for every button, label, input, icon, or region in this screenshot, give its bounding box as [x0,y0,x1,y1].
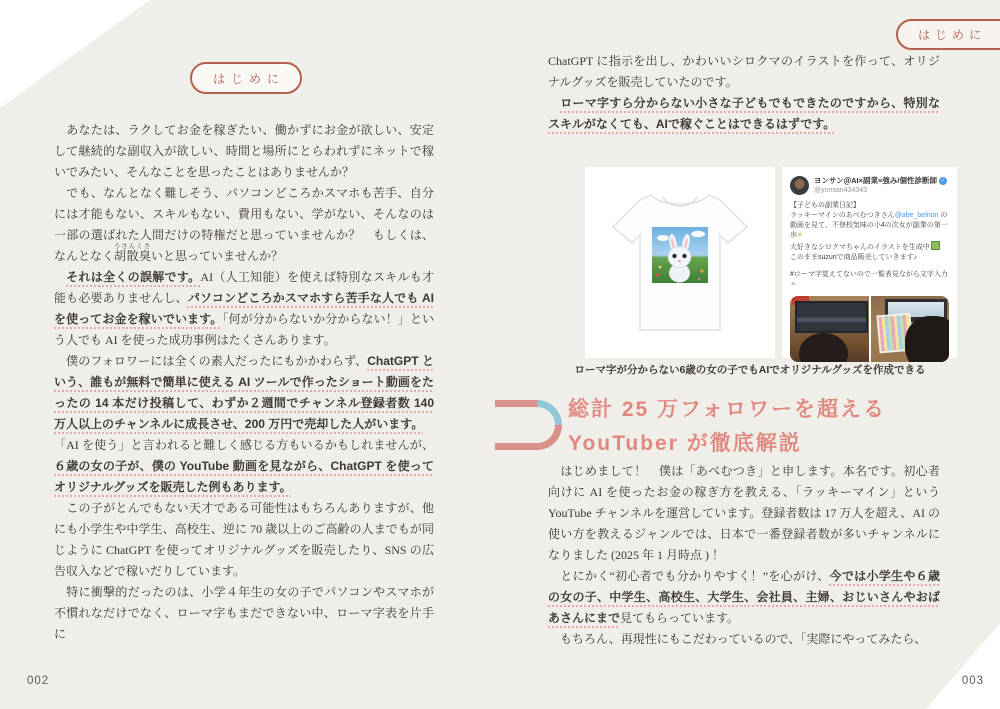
tweet-screenshot [782,167,957,358]
page-number: 002 [27,675,50,687]
text-run: とにかく“初心者でも分かりやすく！”を心がけ、 [548,569,830,583]
right-body-text-top [548,51,940,135]
tweet-photos [790,296,949,362]
corner-cut-bottom-right [926,623,1000,709]
emphasis-run: ChatGPT という、誰もが無料で簡単に使える AI ツールで作ったショート動画をたったの 14 本だけ投稿して、わずか２週間でチャンネル登録者数 140 万人以上のチャンネルに成長させ、200 万円で売却した人がいます。 [54,354,434,431]
paragraph [54,498,434,582]
ruby-annotation [113,243,152,263]
tweet-text: の動画を見て、不登校気味の小4の次女が副業の第一歩 [790,212,948,239]
emphasis-run: 今では小学生や６歳の女の子、中学生、高校生、大学生、会社員、主婦、おじいさんやおばあさんにまで [548,569,940,625]
text-run: 見てもらっています。 [620,611,740,625]
text-run: ChatGPT に指示を出し、かわいいシロクマのイラストを作って、オリジナルグッズを販売していたのです。 [548,54,940,89]
tweet-text: ラッキーマインのあべむつきさん [790,212,895,219]
paragraph [54,435,434,498]
text-run: 「何が分からないか分からない！」という人でも AI を使った成功事例はたくさんあります。 [54,312,434,347]
text-run: AI（人工知能）を使えば特別なスキルも才能も必要ありませんし、 [54,270,434,305]
ruby-base: 胡散臭 [113,249,152,263]
right-body-text-bottom [548,461,940,650]
tshirt-illustration [585,167,775,358]
child-head [799,333,848,362]
ruby-text: うさんくさ [113,243,152,250]
text-run: もちろん、再現性にもこだわっているので、「実際にやってみたら、 [548,632,927,646]
text-run: はじめまして！ 僕は「あべむつき」と申します。本名です。初心者向けに AI を使ったお金の稼ぎ方を教える、「ラッキーマイン」という YouTube チャンネルを運営しています。登録者数は 17 万人を超え、AI の使い方を教えるジャンルでは、日本で一番登録者数が多いチャンネルになりました (2025 年 1 月時点 ) ！ [548,464,940,562]
text-run: この子がとんでもない天才である可能性はもちろんありますが、他にも小学生や中学生、高校生、逆に 70 歳以上のご高齢の人までもが同じように ChatGPT を使ってオリジナルグッズを販売したり、SNS の広告収入などで稼いだりしています。 [54,501,434,578]
frame-emoji [931,241,940,250]
text-run: でも、なんとなく難しそう、パソコンどころかスマホも苦手、自分には才能もない、スキルもない、費用もない、学がない、そんなのは一部の選ばれた人間だけの特権だと思っていませんか？ もしくは、なんとなく [54,186,434,263]
text-run: あなたは、ラクしてお金を稼ぎたい、働かずにお金が欲しい、安定して継続的な副収入が欲しい、時間と場所にとらわれずにネットで稼いでみたい、そんなことを思ったことはありませんか？ [54,123,434,179]
tweet-line [790,241,949,253]
corner-cut-top-left [0,0,150,108]
paragraph [54,183,434,267]
tweet-line [790,211,949,241]
laugh-emoji: ≡ [791,281,796,288]
chapter-badge [190,62,302,94]
tweet-name-text: ヨンサン＠AI×副業×強み/個性診断師 [814,176,937,185]
tweet-photo-left [790,296,869,362]
chapter-badge-label: はじめに [212,71,285,86]
sparkles-emoji: ✦ [797,232,803,239]
section-heading-line2: YouTuber が徹底解説 [568,432,802,455]
chapter-tab-label: はじめに [917,28,986,42]
paragraph [548,566,940,629]
verified-icon: ✓ [940,178,946,184]
paragraph [548,51,940,93]
tweet-body [790,201,949,290]
emphasis-run: それは全くの誤解です。 [66,270,201,284]
tweet-hashtag-line [790,270,949,290]
text-run: いと思っていませんか？ [151,249,284,263]
chapter-tab [896,19,1000,50]
text-run: 特に衝撃的だったのは、小学４年生の女の子でパソコンやスマホが不慣れなだけでなく、ローマ字もまだできない中、ローマ字表を片手に [54,585,434,641]
paragraph [54,267,434,351]
emphasis-run: パソコンどころかスマホすら苦手な人でも AI を使ってお金を稼いでいます。 [54,291,434,326]
hashtag-text: #ローマ字覚えてないので一覧表見ながら文字入力 [790,271,948,278]
tshirt-photo [585,167,775,358]
paragraph [54,582,434,645]
tweet-line: このままsuzuriで商品販売していきます♪ [790,254,918,261]
paragraph [54,351,434,435]
text-run: 「AI を使う」と言われると難しく感じる方もいるかもしれませんが、 [54,438,434,452]
child-head [905,316,949,362]
text-run: 僕のフォロワーには全くの素人だったにもかかわらず、 [54,354,368,368]
emphasis-run: ６歳の女の子が、僕の YouTube 動画を見ながら、ChatGPT を使ってオリジナルグッズを販売した例もあります。 [54,459,434,494]
avatar [790,176,809,195]
paragraph [548,461,940,566]
section-heading-line1: 総計 25 万フォロワーを超える [568,398,886,421]
section-heading [568,393,886,461]
figure [585,167,957,358]
tweet-identity [814,176,947,195]
paragraph [548,629,940,650]
text-run [548,96,560,110]
tweet-text: 大好きなシロクマちゃんのイラストを生成中 [790,244,930,251]
emphasis-run: ローマ字すら分からない小さな子どもでもできたのですから、特別なスキルがなくても、AIで稼ぐことはできるはずです。 [548,96,940,131]
tweet-line: 【子どもの副業日記】 [790,202,860,209]
tweet-photo-right [871,296,950,362]
tv-screen [795,301,868,333]
tweet-handle: @yonsan434343 [814,186,868,194]
paragraph [54,120,434,183]
page-right [500,0,1000,709]
paragraph [548,93,940,135]
bunny-head [668,247,691,268]
mention-link: @abe_belnon [894,212,939,219]
page-number: 003 [961,675,984,687]
text-run [54,270,66,284]
tweet-header [790,176,949,195]
figure-caption: ローマ字が分からない6歳の女の子でもAIでオリジナルグッズを作成できる [574,364,926,376]
tweet-display-name [814,176,947,186]
left-body-text [54,120,434,645]
